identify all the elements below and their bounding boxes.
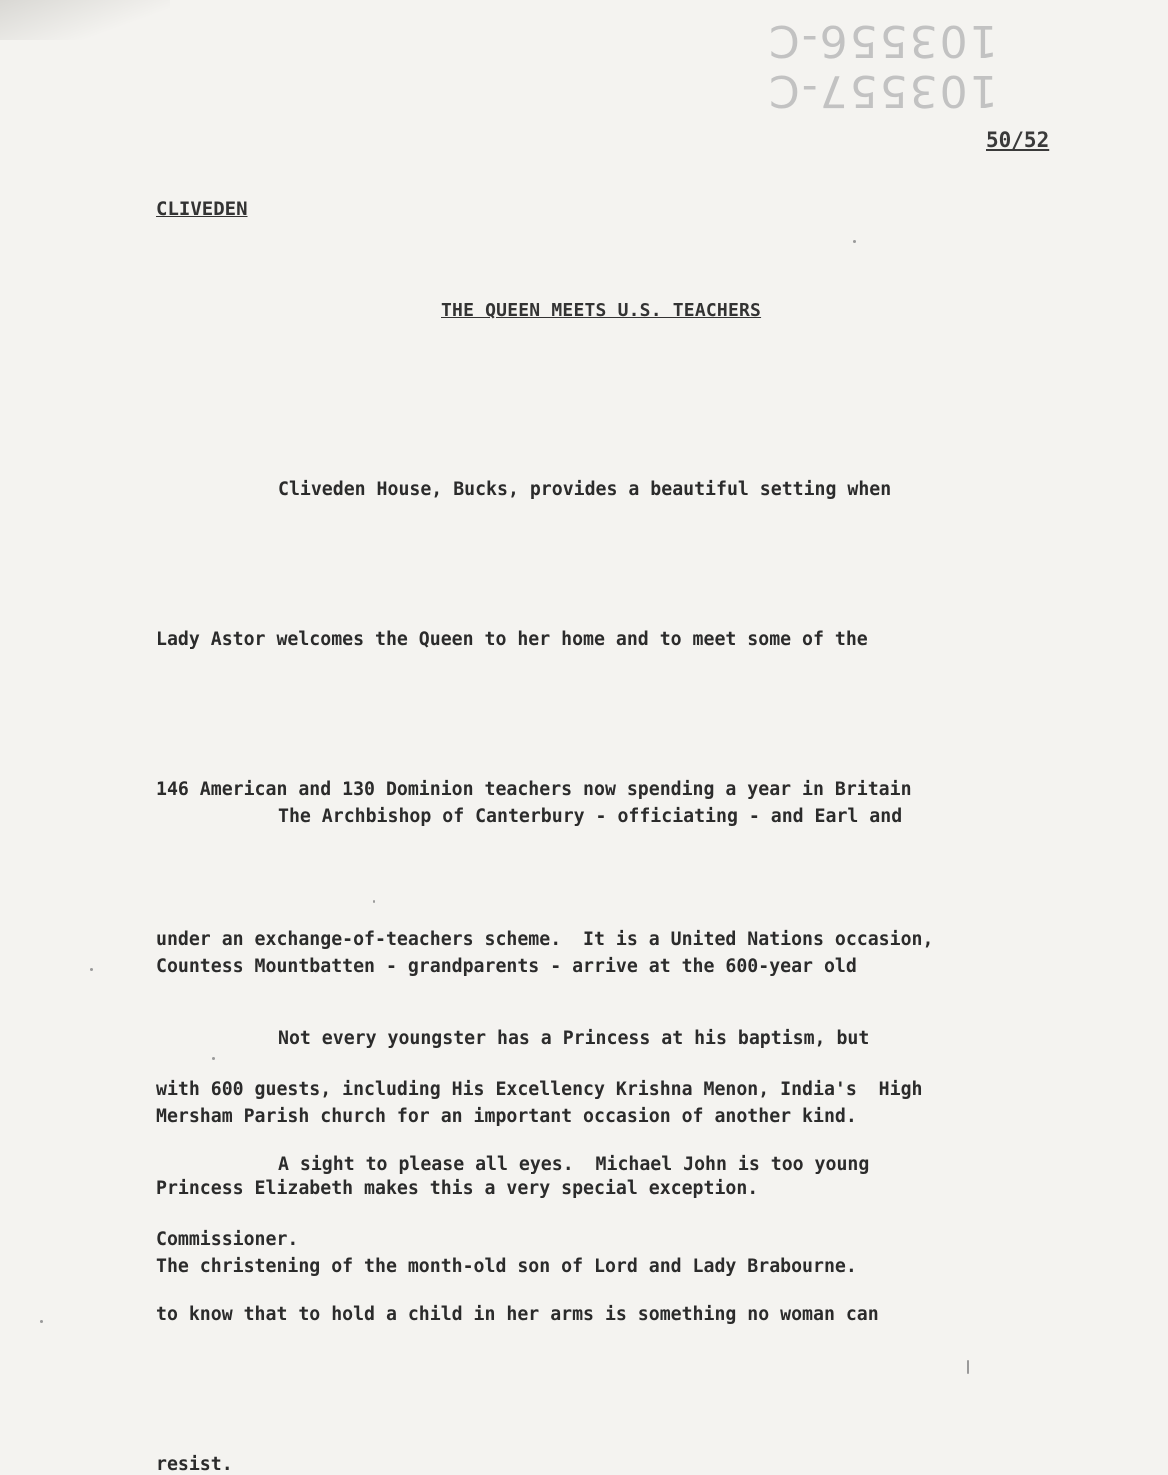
story-headline: THE QUEEN MEETS U.S. TEACHERS — [441, 300, 762, 321]
paragraph-line: A sight to please all eyes. Michael John is too young — [278, 1154, 870, 1175]
paragraph-line: Commissioner. — [156, 1229, 299, 1250]
paragraph-line: 146 American and 130 Dominion teachers now spending a year in Britain — [156, 779, 912, 800]
paper-speck — [40, 1320, 43, 1323]
paragraph-line: Mersham Parish church for an important occasion of another kind. — [156, 1106, 857, 1127]
paper-speck — [90, 968, 93, 971]
paper-speck — [373, 900, 375, 903]
paper-speck — [853, 240, 856, 243]
paper-speck — [212, 1057, 215, 1060]
paragraph-line: Lady Astor welcomes the Queen to her home and to meet some of the — [156, 629, 868, 650]
page-corner-shadow — [0, 0, 170, 40]
paragraph-line: under an exchange-of-teachers scheme. It is a United Nations occasion, — [156, 929, 934, 950]
handwritten-number-1: 103556-C — [767, 15, 998, 66]
paragraph-line: to know that to hold a child in her arms is something no woman can — [156, 1304, 879, 1325]
paragraph-line: Countess Mountbatten - grandparents - arrive at the 600-year old — [156, 956, 857, 977]
page-number: 50/52 — [986, 128, 1050, 152]
paragraph-line: with 600 guests, including His Excellency Krishna Menon, India's High — [156, 1079, 923, 1100]
paragraph-line: The Archbishop of Canterbury - officiating - and Earl and — [278, 806, 903, 827]
paragraph-line: resist. — [156, 1454, 233, 1475]
paper-speck — [967, 1360, 969, 1374]
section-label: CLIVEDEN — [156, 198, 248, 220]
paragraph-line: Cliveden House, Bucks, provides a beautiful setting when — [278, 479, 892, 500]
paragraph-line: The christening of the month-old son of Lord and Lady Brabourne. — [156, 1256, 857, 1277]
handwritten-number-2: 103557-C — [767, 65, 998, 116]
paragraph-line: Princess Elizabeth makes this a very special exception. — [156, 1178, 759, 1199]
paragraph-4 — [156, 1040, 1061, 1475]
paragraph-line: Not every youngster has a Princess at his baptism, but — [278, 1028, 870, 1049]
